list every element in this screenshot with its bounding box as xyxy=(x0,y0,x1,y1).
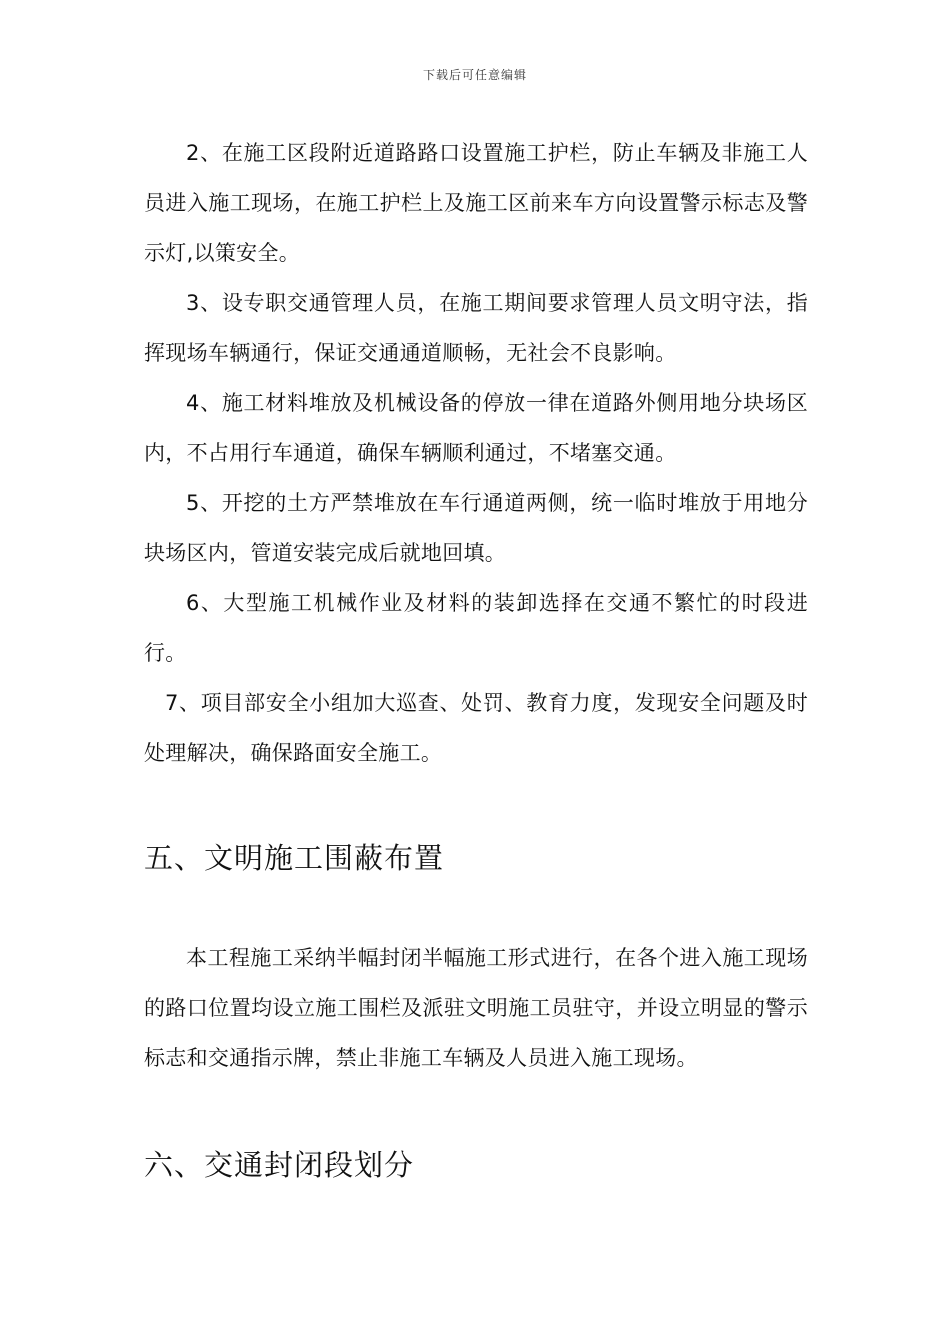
section-5-body: 本工程施工采纳半幅封闭半幅施工形式进行，在各个进入施工现场的路口位置均设立施工围栏及派驻文明施工员驻守，并设立明显的警示标志和交通指示牌，禁止非施工车辆及人员进入施工现场。 xyxy=(144,946,808,1070)
paragraph-item-7: 7、项目部安全小组加大巡查、处罚、教育力度，发现安全问题及时处理解决，确保路面安全施工。 xyxy=(144,691,808,765)
document-body xyxy=(144,128,808,1184)
section-title-5: 五、文明施工围蔽布置 xyxy=(144,841,445,875)
paragraph-item-3: 3、设专职交通管理人员，在施工期间要求管理人员文明守法，指挥现场车辆通行，保证交通通道顺畅，无社会不良影响。 xyxy=(144,291,808,365)
section-title-6: 六、交通封闭段划分 xyxy=(144,1148,415,1182)
paragraph-item-4: 4、施工材料堆放及机械设备的停放一律在道路外侧用地分块场区内，不占用行车通道，确保车辆顺利通过，不堵塞交通。 xyxy=(144,391,808,465)
paragraph-item-6: 6、大型施工机械作业及材料的装卸选择在交通不繁忙的时段进行。 xyxy=(144,591,808,665)
header-note: 下载后可任意编辑 xyxy=(422,68,527,82)
paragraph-item-2: 2、在施工区段附近道路路口设置施工护栏，防止车辆及非施工人员进入施工现场，在施工护栏上及施工区前来车方向设置警示标志及警示灯,以策安全。 xyxy=(144,141,808,265)
paragraph-item-5: 5、开挖的土方严禁堆放在车行通道两侧，统一临时堆放于用地分块场区内，管道安装完成后就地回填。 xyxy=(144,491,808,565)
